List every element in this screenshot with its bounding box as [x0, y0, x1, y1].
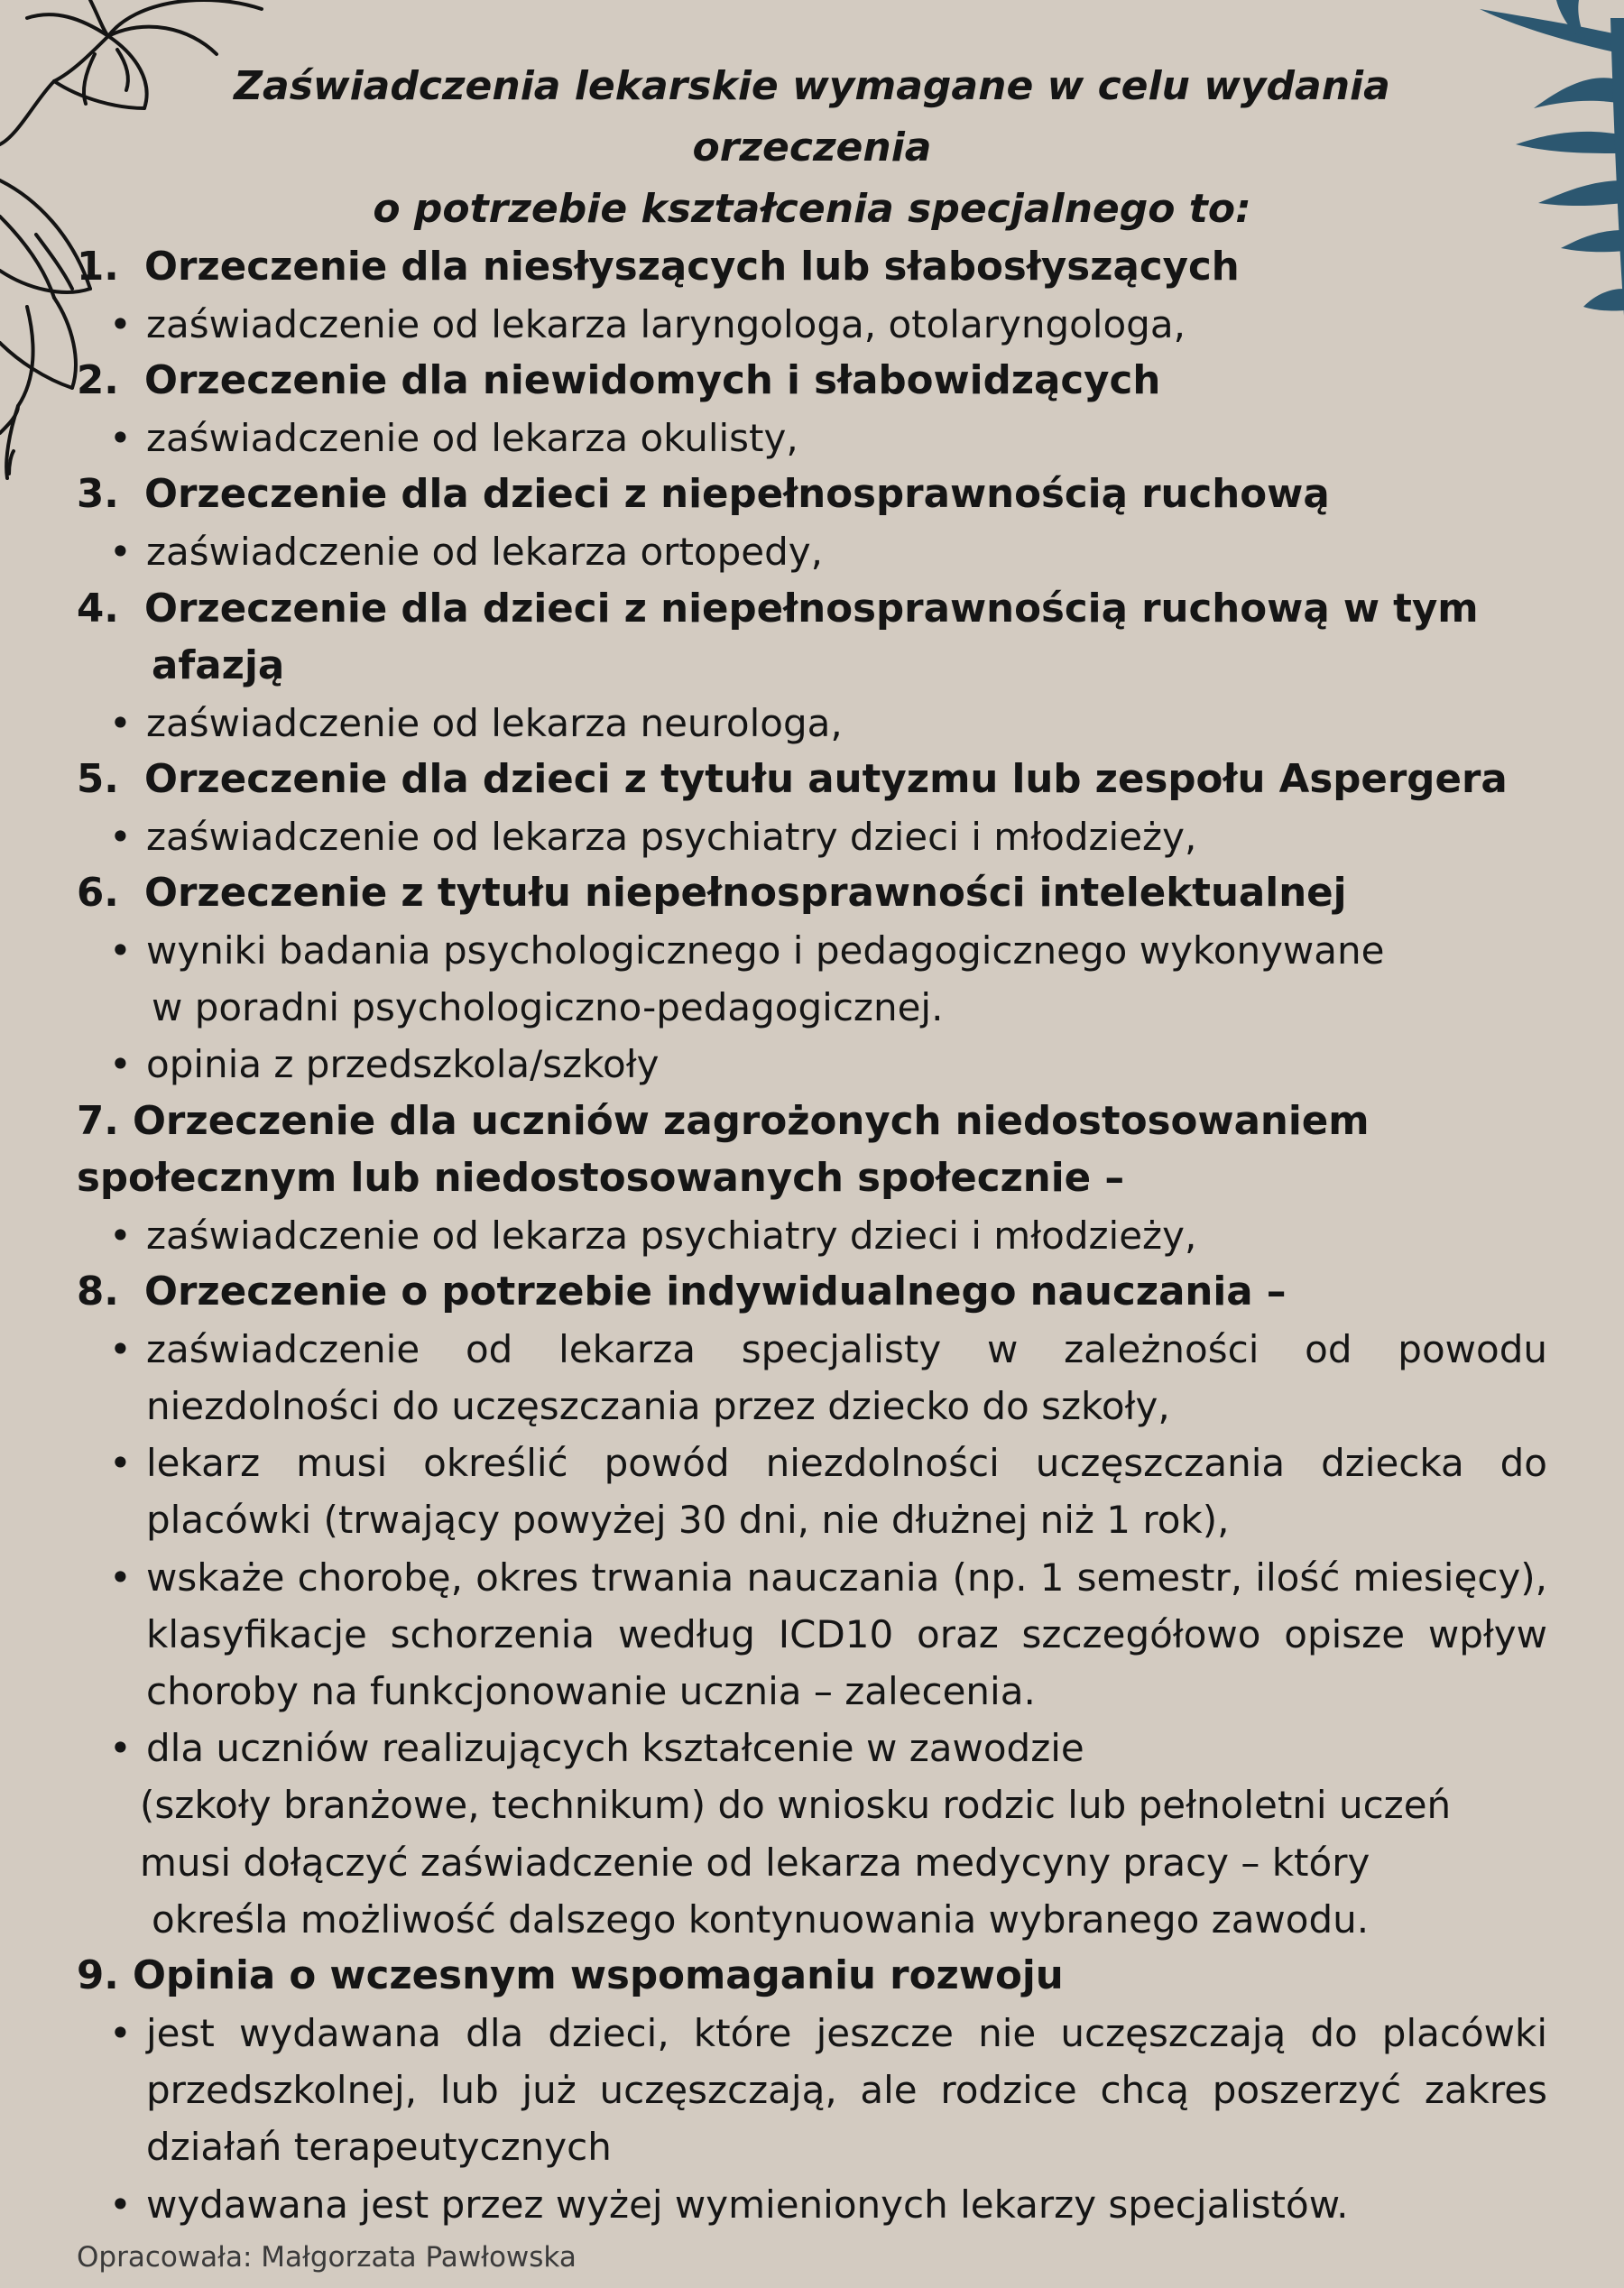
list-item: • wydawana jest przez wyżej wymienionych lekarzy specjalistów. [77, 2176, 1547, 2233]
list-item: • lekarz musi określić powód niezdolności uczęszczania dziecka do placówki (trwający powyżej 30 dni, nie dłużnej niż 1 rok), [77, 1435, 1547, 1548]
section-3-bullets [77, 523, 1547, 580]
list-item: • wyniki badania psychologicznego i pedagogicznego wykonywane w poradni psychologiczno-pedagogicznej. [77, 922, 1547, 1036]
section-7-heading [77, 1093, 1547, 1207]
section-8-bullets [77, 1321, 1547, 1948]
author-credit: Opracowała: Małgorzata Pawłowska [77, 2241, 577, 2274]
section-title: Orzeczenie dla niewidomych i słabowidzących [144, 358, 1161, 404]
list-item: • wskaże chorobę, okres trwania nauczania (np. 1 semestr, ilość miesięcy), klasyfikacje schorzenia według ICD10 oraz szczegółowo opisze wpływ choroby na funkcjonowanie ucznia – zalecenia. [77, 1549, 1547, 1721]
section-4-heading [77, 581, 1547, 695]
section-title: Orzeczenie z tytułu niepełnosprawności intelektualnej [144, 871, 1347, 917]
list-item: • zaświadczenie od lekarza okulisty, [77, 410, 1547, 466]
section-6-heading [77, 865, 1547, 922]
section-number: 4. [77, 586, 119, 632]
requirements-list [77, 239, 1547, 2233]
section-2-heading [77, 353, 1547, 410]
list-item: • opinia z przedszkola/szkoły [77, 1036, 1547, 1093]
section-number: 8. [77, 1269, 119, 1315]
section-4-bullets [77, 695, 1547, 752]
list-item: • zaświadczenie od lekarza psychiatry dzieci i młodzieży, [77, 1207, 1547, 1264]
section-title: Orzeczenie dla dzieci z tytułu autyzmu lub zespołu Aspergera [144, 756, 1508, 802]
title-line-2: o potrzebie kształcenia specjalnego to: [373, 186, 1251, 232]
section-number: 9. [77, 1953, 119, 1999]
section-3-heading [77, 466, 1547, 523]
list-item: • dla uczniów realizujących kształcenie w zawodzie (szkoły branżowe, technikum) do wniosku rodzic lub pełnoletni uczeń musi dołączyć zaświadczenie od lekarza medycyny pracy – który określa możliwość dalszego kontynuowania wybranego zawodu. [77, 1720, 1547, 1948]
section-5-heading [77, 752, 1547, 808]
section-title: Orzeczenie dla niesłyszących lub słabosłyszących [144, 244, 1240, 290]
section-title: Orzeczenie dla dzieci z niepełnosprawnością ruchową [144, 472, 1330, 518]
list-item: • zaświadczenie od lekarza ortopedy, [77, 523, 1547, 580]
list-item: • zaświadczenie od lekarza specjalisty w zależności od powodu niezdolności do uczęszczania przez dziecko do szkoły, [77, 1321, 1547, 1435]
section-title: Orzeczenie dla dzieci z niepełnosprawnością ruchową w tym [144, 586, 1479, 632]
section-8-heading [77, 1264, 1547, 1321]
section-6-bullets [77, 922, 1547, 1093]
section-number: 2. [77, 358, 119, 404]
section-title-continued: afazją [152, 642, 285, 688]
section-number: 7. [77, 1098, 119, 1144]
section-2-bullets [77, 410, 1547, 466]
section-number: 5. [77, 756, 119, 802]
list-item: • zaświadczenie od lekarza neurologa, [77, 695, 1547, 752]
section-7-bullets [77, 1207, 1547, 1264]
section-number: 6. [77, 871, 119, 917]
page-title [117, 56, 1507, 240]
section-1-heading [77, 239, 1547, 296]
section-number: 1. [77, 244, 119, 290]
section-1-bullets [77, 296, 1547, 353]
section-title: Orzeczenie dla uczniów zagrożonych niedostosowaniem społecznym lub niedostosowanych społecznie – [77, 1098, 1370, 1201]
list-item: • zaświadczenie od lekarza psychiatry dzieci i młodzieży, [77, 808, 1547, 865]
section-9-bullets [77, 2005, 1547, 2233]
section-number: 3. [77, 472, 119, 518]
section-5-bullets [77, 808, 1547, 865]
list-item: • zaświadczenie od lekarza laryngologa, otolaryngologa, [77, 296, 1547, 353]
section-title: Opinia o wczesnym wspomaganiu rozwoju [132, 1953, 1064, 1999]
title-line-1: Zaświadczenia lekarskie wymagane w celu wydania orzeczenia [234, 63, 1390, 171]
section-9-heading [77, 1948, 1547, 2005]
section-title: Orzeczenie o potrzebie indywidualnego nauczania – [144, 1269, 1287, 1315]
list-item: • jest wydawana dla dzieci, które jeszcze nie uczęszczają do placówki przedszkolnej, lub już uczęszczają, ale rodzice chcą poszerzyć zakres działań terapeutycznych [77, 2005, 1547, 2176]
